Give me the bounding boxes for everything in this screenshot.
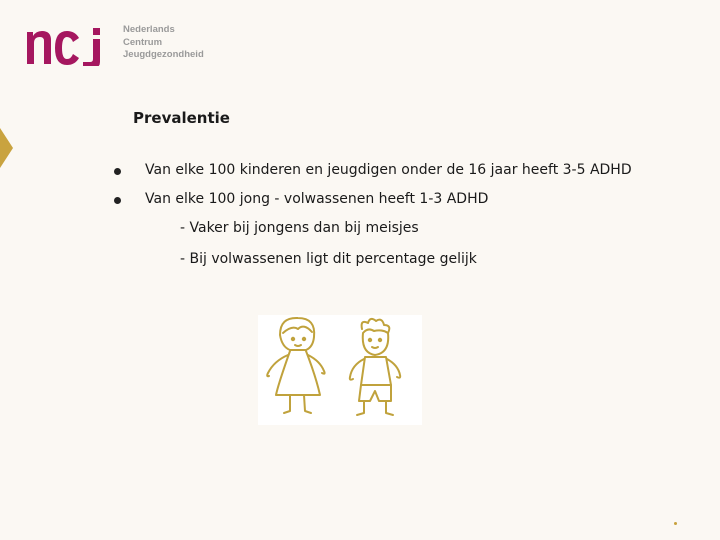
children-illustration [258, 315, 422, 425]
bullet-dot-icon [114, 168, 121, 175]
bullet-text: Van elke 100 jong - volwassenen heeft 1-3 ADHD [145, 191, 489, 207]
logo-text [123, 24, 204, 62]
logo-line: Nederlands [123, 24, 175, 35]
slide-title: Prevalentie [133, 109, 230, 127]
girl-and-boy-drawing-icon [258, 315, 422, 425]
page-indicator-dot [674, 522, 677, 525]
side-arrow-icon [0, 128, 14, 168]
sub-item: - Vaker bij jongens dan bij meisjes [180, 220, 419, 236]
sub-item: - Bij volwassenen ligt dit percentage gelijk [180, 251, 477, 267]
logo-line: Jeugdgezondheid [123, 49, 204, 60]
bullet-dot-icon [114, 197, 121, 204]
ncj-logo-mark [27, 28, 117, 66]
ncj-logo [27, 24, 227, 70]
bullet-text: Van elke 100 kinderen en jeugdigen onder de 16 jaar heeft 3-5 ADHD [145, 162, 632, 178]
logo-line: Centrum [123, 36, 163, 48]
